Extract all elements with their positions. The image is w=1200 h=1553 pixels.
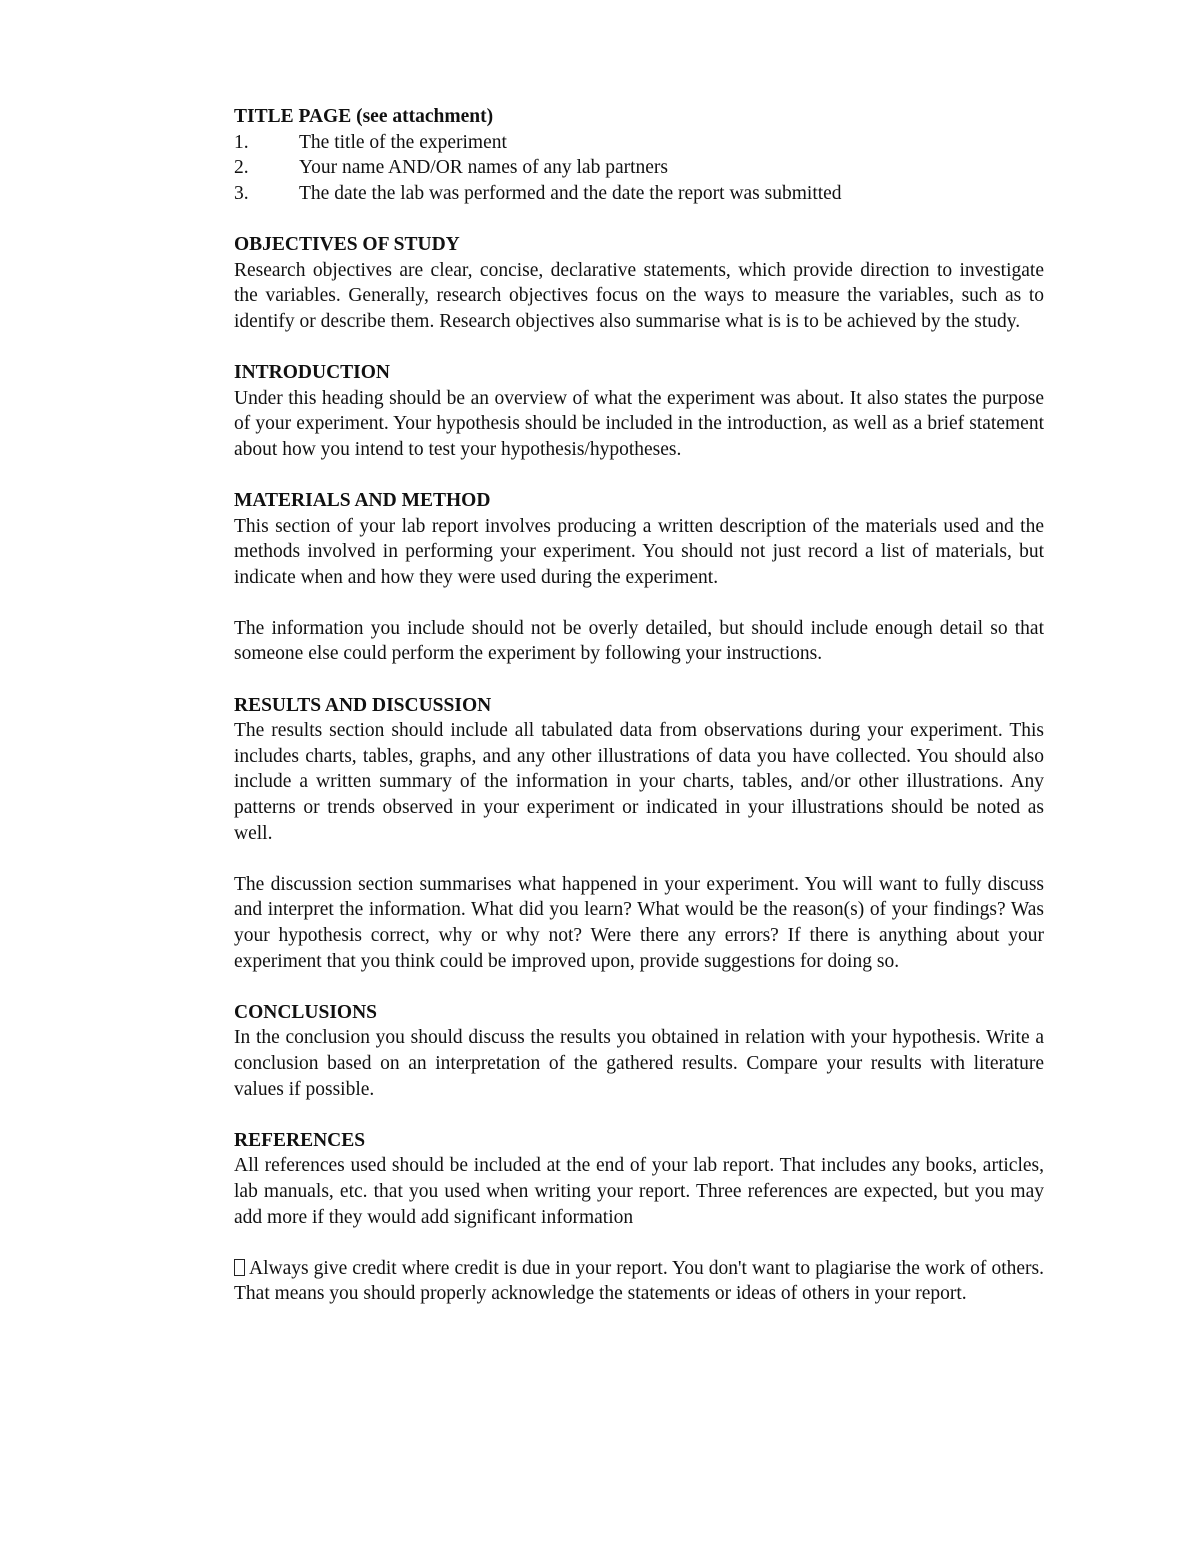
list-number: 3. bbox=[234, 182, 249, 204]
objectives-heading: OBJECTIVES OF STUDY bbox=[234, 233, 460, 255]
paragraph-gap bbox=[234, 590, 1044, 616]
conclusions-section bbox=[234, 1000, 1044, 1102]
missing-glyph-icon bbox=[234, 1259, 245, 1276]
results-heading: RESULTS AND DISCUSSION bbox=[234, 694, 492, 716]
title-page-heading: TITLE PAGE (see attachment) bbox=[234, 106, 494, 127]
conclusions-paragraph: In the conclusion you should discuss the results you obtained in relation with your hypothesis. Write a conclusion based on an interpretation of the gathered results. Compare your results with literature values if possible. bbox=[234, 1027, 1044, 1100]
results-paragraph: The results section should include all tabulated data from observations during your experiment. This includes charts, tables, graphs, and any other illustrations of data you have collected. You should also include a written summary of the information in your charts, tables, and/or other illustrations. Any patterns or trends observed in your experiment or indicated in your illustrations should be noted as well. bbox=[234, 720, 1044, 844]
references-note-text: Always give credit where credit is due in your report. You don't want to plagiarise the work of others. That means you should properly acknowledge the statements or ideas of others in your report. bbox=[234, 1257, 1044, 1305]
list-item bbox=[234, 155, 1044, 181]
discussion-paragraph: The discussion section summarises what happened in your experiment. You will want to fully discuss and interpret the information. What did you learn? What would be the reason(s) of your findings? Was your hypothesis correct, why or why not? Were there any errors? If there is anything about your experiment that you think could be improved upon, provide suggestions for doing so. bbox=[234, 873, 1044, 972]
list-item bbox=[234, 181, 1044, 207]
conclusions-heading: CONCLUSIONS bbox=[234, 1001, 378, 1023]
introduction-paragraph: Under this heading should be an overview of what the experiment was about. It also states the purpose of your experiment. Your hypothesis should be included in the introduction, as well as a brief statement about how you intend to test your hypothesis/hypotheses. bbox=[234, 387, 1044, 460]
references-note bbox=[234, 1256, 1044, 1307]
objectives-paragraph: Research objectives are clear, concise, declarative statements, which provide direction to investigate the variables. Generally, research objectives focus on the ways to measure the variables, such as to identify or describe them. Research objectives also summarise what is is to be achieved by the study. bbox=[234, 259, 1044, 332]
document-page bbox=[234, 104, 1044, 1333]
references-paragraph: All references used should be included at the end of your lab report. That includes any books, articles, lab manuals, etc. that you used when writing your report. Three references are expected, but you may add more if they would add significant information bbox=[234, 1155, 1044, 1228]
list-number: 2. bbox=[234, 157, 249, 179]
list-text: Your name AND/OR names of any lab partners bbox=[299, 157, 668, 179]
list-text: The title of the experiment bbox=[299, 131, 507, 153]
materials-heading: MATERIALS AND METHOD bbox=[234, 489, 491, 511]
list-number: 1. bbox=[234, 131, 249, 153]
results-section bbox=[234, 693, 1044, 975]
introduction-section bbox=[234, 360, 1044, 462]
references-heading: REFERENCES bbox=[234, 1129, 366, 1151]
paragraph-gap bbox=[234, 846, 1044, 872]
list-text: The date the lab was performed and the date the report was submitted bbox=[299, 182, 842, 204]
title-page-section bbox=[234, 104, 1044, 206]
title-page-list bbox=[234, 130, 1044, 207]
introduction-heading: INTRODUCTION bbox=[234, 361, 391, 383]
paragraph-gap bbox=[234, 1230, 1044, 1256]
references-section bbox=[234, 1128, 1044, 1307]
objectives-section bbox=[234, 232, 1044, 334]
materials-section bbox=[234, 488, 1044, 667]
list-item bbox=[234, 130, 1044, 156]
materials-paragraph-1: This section of your lab report involves producing a written description of the materials used and the methods involved in performing your experiment. You should not just record a list of materials, but indicate when and how they were used during the experiment. bbox=[234, 515, 1044, 588]
materials-paragraph-2: The information you include should not be overly detailed, but should include enough detail so that someone else could perform the experiment by following your instructions. bbox=[234, 617, 1044, 665]
